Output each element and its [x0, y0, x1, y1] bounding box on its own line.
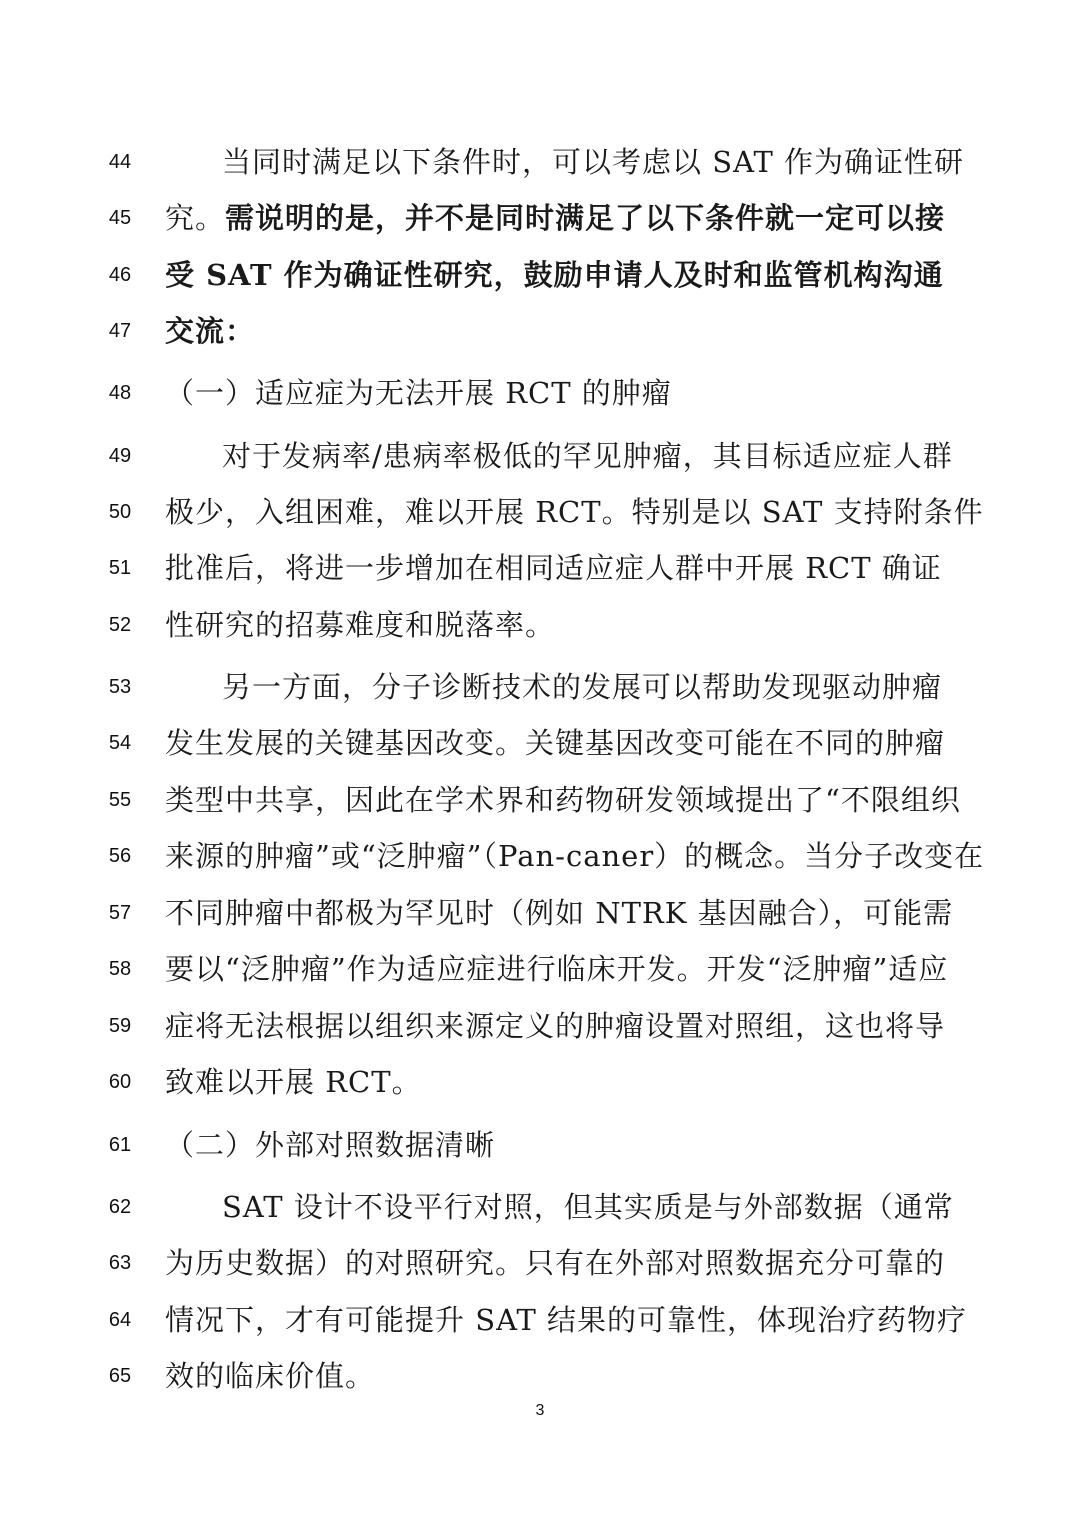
text-line: 发生发展的关键基因改变。关键基因改变可能在不同的肿瘤 [165, 726, 946, 760]
text-line: 性研究的招募难度和脱落率。 [165, 608, 556, 642]
text-line: 当同时满足以下条件时，可以考虑以 SAT 作为确证性研 [222, 145, 965, 179]
line-number: 63 [108, 1252, 132, 1274]
line-number: 54 [108, 732, 132, 754]
text-segment: 究。 [165, 201, 226, 235]
line-number: 49 [108, 445, 132, 467]
page-number: 3 [535, 1402, 545, 1419]
bold-text-line: 交流： [165, 314, 256, 348]
line-number: 45 [108, 207, 132, 229]
line-number: 53 [108, 676, 132, 698]
line-number: 55 [108, 789, 132, 811]
line-number: 60 [108, 1071, 132, 1093]
text-line: 不同肿瘤中都极为罕见时（例如 NTRK 基因融合），可能需 [165, 896, 954, 930]
text-line [165, 201, 946, 235]
line-number: 46 [108, 264, 132, 286]
text-line: 类型中共享，因此在学术界和药物研发领域提出了“不限组织 [165, 783, 961, 817]
text-line: 效的临床价值。 [165, 1359, 376, 1393]
text-line: 极少，入组困难，难以开展 RCT。特别是以 SAT 支持附条件 [165, 495, 984, 529]
text-line: 情况下，才有可能提升 SAT 结果的可靠性，体现治疗药物疗 [165, 1303, 968, 1337]
text-line: SAT 设计不设平行对照，但其实质是与外部数据（通常 [222, 1190, 954, 1224]
text-line: 另一方面，分子诊断技术的发展可以帮助发现驱动肿瘤 [222, 670, 943, 704]
line-number: 64 [108, 1309, 132, 1331]
text-line: 为历史数据）的对照研究。只有在外部对照数据充分可靠的 [165, 1246, 946, 1280]
line-number: 62 [108, 1196, 132, 1218]
text-line: 来源的肿瘤”或“泛肿瘤”（Pan-caner）的概念。当分子改变在 [165, 839, 985, 873]
line-number: 52 [108, 614, 132, 636]
line-number: 44 [108, 151, 132, 173]
line-number: 48 [108, 382, 132, 404]
line-number: 65 [108, 1365, 132, 1387]
text-line: 对于发病率/患病率极低的罕见肿瘤，其目标适应症人群 [222, 439, 953, 473]
section-heading: （二）外部对照数据清晰 [165, 1128, 496, 1162]
line-number: 50 [108, 501, 132, 523]
line-number: 56 [108, 845, 132, 867]
text-line: 症将无法根据以组织来源定义的肿瘤设置对照组，这也将导 [165, 1009, 946, 1043]
line-number: 61 [108, 1134, 132, 1156]
bold-text-segment: 需说明的是，并不是同时满足了以下条件就一定可以接 [225, 201, 946, 235]
line-number: 58 [108, 958, 132, 980]
line-number: 47 [108, 320, 132, 342]
text-line: 批准后，将进一步增加在相同适应症人群中开展 RCT 确证 [165, 551, 942, 585]
line-number: 51 [108, 557, 132, 579]
text-line: 致难以开展 RCT。 [165, 1065, 422, 1099]
section-heading: （一）适应症为无法开展 RCT 的肿瘤 [165, 376, 672, 410]
bold-text-line: 受 SAT 作为确证性研究，鼓励申请人及时和监管机构沟通 [165, 258, 944, 292]
line-number: 57 [108, 902, 132, 924]
text-line: 要以“泛肿瘤”作为适应症进行临床开发。开发“泛肿瘤”适应 [165, 952, 949, 986]
line-number: 59 [108, 1015, 132, 1037]
